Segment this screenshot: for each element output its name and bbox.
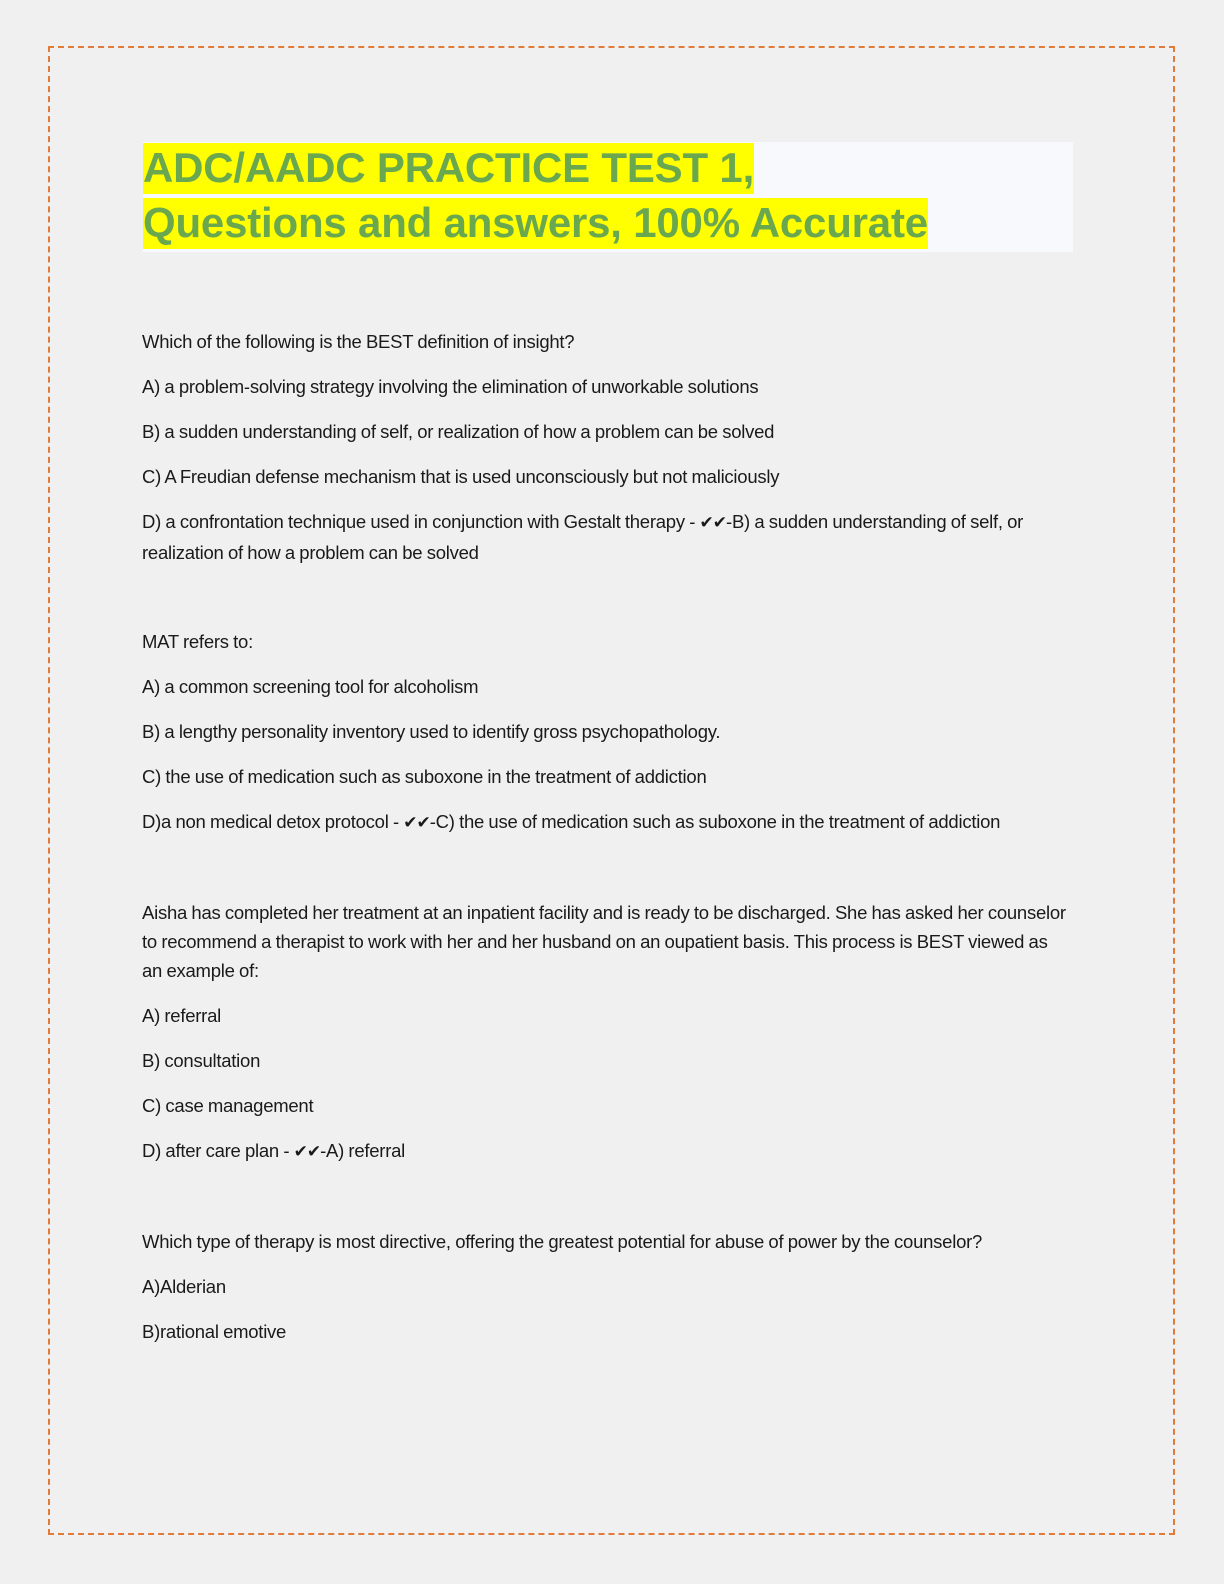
question-option: B) consultation [142,1050,261,1071]
answer-option-text: D)a non medical detox protocol - [142,811,404,832]
checkmark-icon: ✔✔ [403,813,430,833]
answer-correct-text: -B) a sudden understanding of self, or realization of how a problem can be solved [142,511,1024,563]
checkmark-icon: ✔✔ [699,513,727,533]
question-option: C) the use of medication such as suboxone in the treatment of addiction [142,766,707,787]
question-answer [142,1136,1067,1167]
question-option: B)rational emotive [142,1321,287,1342]
question-option: A)Alderian [142,1276,226,1297]
question-option: C) A Freudian defense mechanism that is used unconsciously but not maliciously [142,466,780,487]
question-option: A) a problem-solving strategy involving the elimination of unworkable solutions [142,376,759,397]
question-answer [142,507,1067,567]
question-prompt: Which of the following is the BEST definition of insight? [142,331,575,352]
title-line-1: ADC/AADC PRACTICE TEST 1, [143,143,754,194]
question-prompt: Which type of therapy is most directive, offering the greatest potential for abuse of power by the counselor? [142,1231,983,1252]
checkmark-icon: ✔✔ [293,1142,321,1162]
question-option: A) referral [142,1005,221,1026]
question-option: B) a sudden understanding of self, or realization of how a problem can be solved [142,421,775,442]
page-title [143,140,1083,250]
answer-option-text: D) after care plan - [142,1140,294,1161]
question-option: A) a common screening tool for alcoholism [142,676,479,697]
question-prompt: Aisha has completed her treatment at an inpatient facility and is ready to be discharged. She has asked her counselor to recommend a therapist to work with her and her husband on an oupatient basis. This process is BEST viewed as an example of: [142,902,1066,981]
answer-correct-text: -C) the use of medication such as suboxone in the treatment of addiction [429,811,1001,832]
answer-option-text: D) a confrontation technique used in conjunction with Gestalt therapy - [142,511,700,532]
document-body [142,327,1067,1362]
title-line-2: Questions and answers, 100% Accurate [143,198,928,249]
question-option: C) case management [142,1095,314,1116]
answer-correct-text: -A) referral [320,1140,406,1161]
question-prompt: MAT refers to: [142,631,253,652]
question-option: B) a lengthy personality inventory used to identify gross psychopathology. [142,721,721,742]
question-answer [142,807,1067,838]
